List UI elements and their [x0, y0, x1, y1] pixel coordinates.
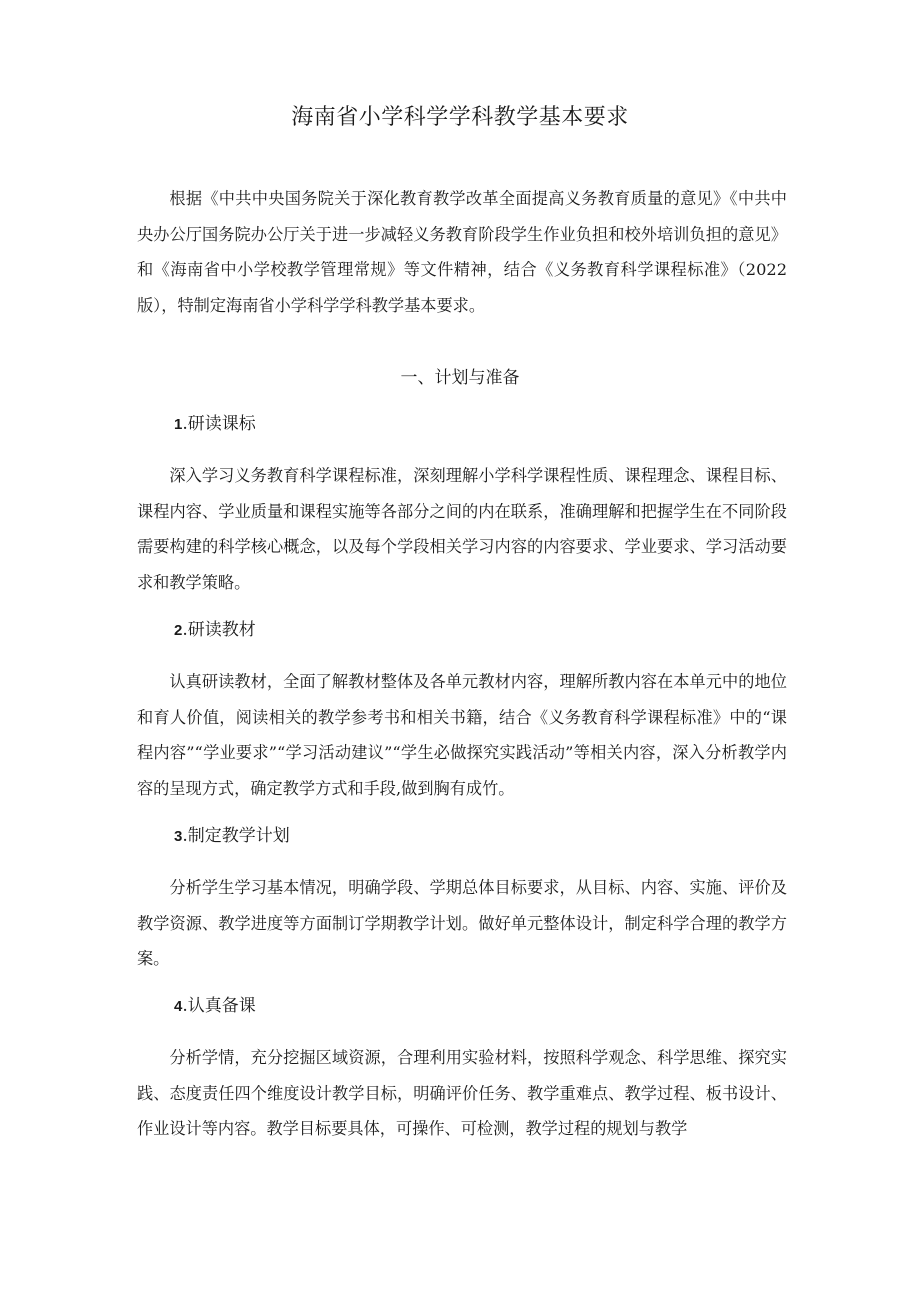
intro-paragraph: 根据《中共中央国务院关于深化教育教学改革全面提高义务教育质量的意见》《中共中央办公厅国务院办公厅关于进一步减轻义务教育阶段学生作业负担和校外培训负担的意见》和《海南省中小学校教学管理常规》等文件精神，结合《义务教育科学课程标准》（2022版），特制定海南省小学科学学科教学基本要求。 — [137, 189, 787, 315]
subheading-title: .研读课标 — [182, 414, 256, 434]
document-title: 海南省小学科学学科教学基本要求 — [291, 105, 629, 130]
section-heading-plan-and-prepare: 一、计划与准备 — [400, 368, 520, 388]
subheading-teaching-plan — [174, 821, 290, 852]
paragraph-lesson-preparation: 分析学情，充分挖掘区域资源，合理利用实验材料，按照科学观念、科学思维、探究实践、态度责任四个维度设计教学目标，明确评价任务、教学重难点、教学过程、板书设计、作业设计等内容。教学目标要具体，可操作、可检测，教学过程的规划与教学 — [137, 1048, 787, 1138]
subheading-title: .制定教学计划 — [182, 826, 290, 846]
subheading-number: 1 — [174, 416, 183, 433]
subheading-study-curriculum-standard — [174, 409, 256, 440]
paragraph-teaching-plan: 分析学生学习基本情况，明确学段、学期总体目标要求，从目标、内容、实施、评价及教学资源、教学进度等方面制订学期教学计划。做好单元整体设计，制定科学合理的教学方案。 — [137, 878, 787, 968]
subheading-lesson-preparation — [174, 991, 256, 1022]
subheading-title: .认真备课 — [182, 996, 256, 1016]
paragraph-study-curriculum-standard: 深入学习义务教育科学课程标准，深刻理解小学科学课程性质、课程理念、课程目标、课程内容、学业质量和课程实施等各部分之间的内在联系，准确理解和把握学生在不同阶段需要构建的科学核心概念，以及每个学段相关学习内容的内容要求、学业要求、学习活动要求和教学策略。 — [137, 466, 787, 592]
subheading-number: 2 — [174, 622, 183, 639]
paragraph-study-textbook: 认真研读教材，全面了解教材整体及各单元教材内容，理解所教内容在本单元中的地位和育人价值，阅读相关的教学参考书和相关书籍，结合《义务教育科学课程标准》中的“课程内容”“学业要求”“学习活动建议”“学生必做探究实践活动”等相关内容，深入分析教学内容的呈现方式，确定教学方式和手段,做到胸有成竹。 — [137, 672, 787, 798]
subheading-study-textbook — [174, 615, 256, 646]
subheading-title: .研读教材 — [182, 620, 256, 640]
subheading-number: 4 — [174, 998, 183, 1015]
subheading-number: 3 — [174, 828, 183, 845]
